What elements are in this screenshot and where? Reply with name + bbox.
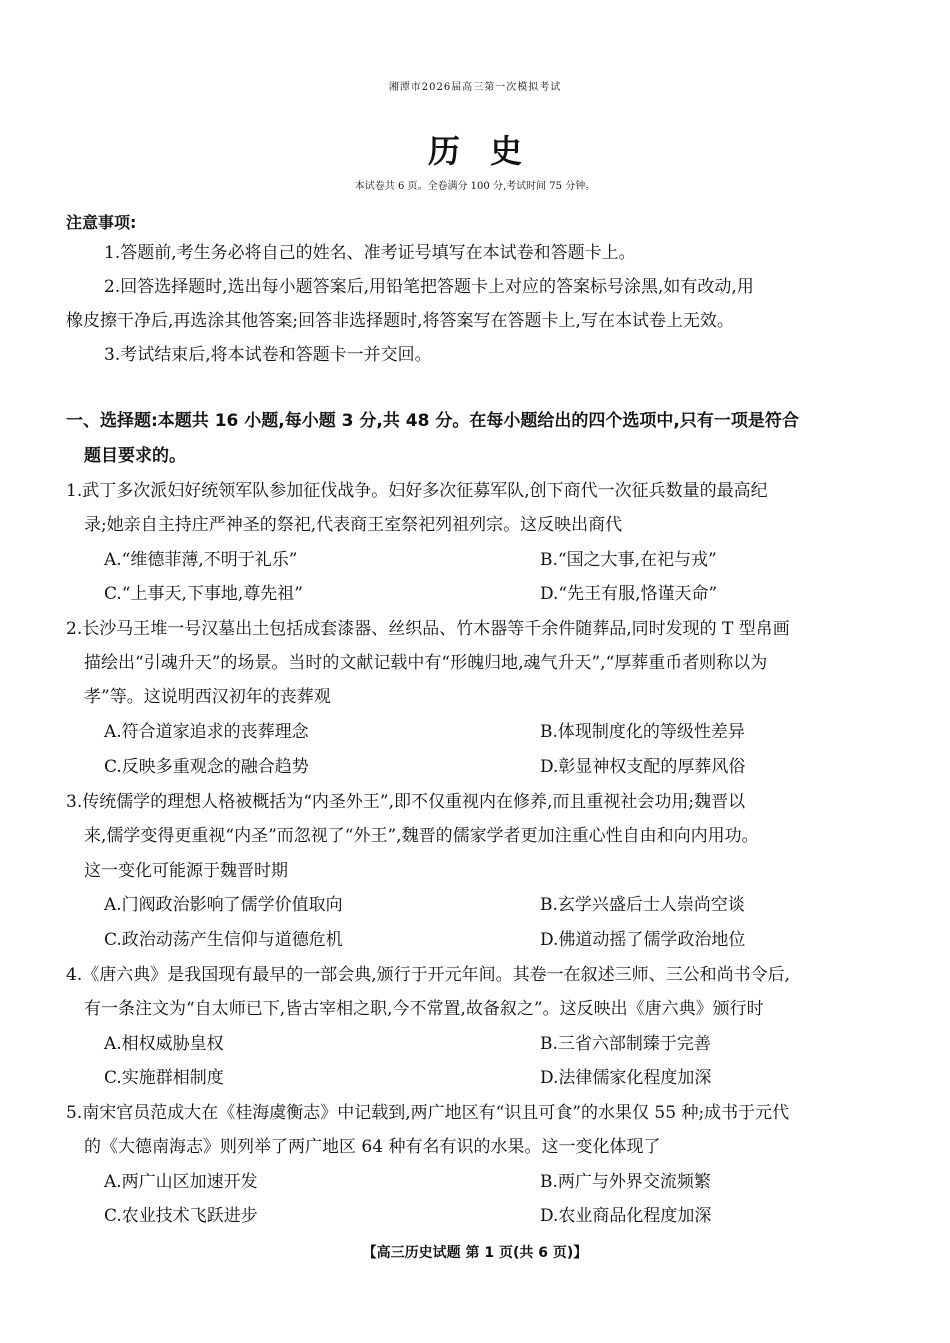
question-4-option-c: C.实施群相制度: [104, 1068, 224, 1088]
notice-line: 2.回答选择题时,选出每小题答案后,用铅笔把答题卡上对应的答案标号涂黑,如有改动,用: [104, 277, 754, 297]
subject-title: 历史: [427, 132, 552, 170]
question-3-stem: 这一变化可能源于魏晋时期: [84, 861, 288, 881]
question-2-option-d: D.彰显神权支配的厚葬风俗: [540, 757, 746, 777]
question-3-option-b: B.玄学兴盛后士人崇尚空谈: [540, 895, 745, 915]
notice-heading: 注意事项:: [66, 213, 137, 232]
notice-line: 3.考试结束后,将本试卷和答题卡一并交回。: [104, 345, 432, 365]
question-1-option-d: D.“先王有服,恪谨天命”: [540, 584, 718, 604]
notice-line: 橡皮擦干净后,再选涂其他答案;回答非选择题时,将答案写在答题卡上,写在本试卷上无效。: [66, 311, 734, 331]
question-3-option-a: A.门阀政治影响了儒学价值取向: [104, 895, 343, 915]
section-heading: 一、选择题:本题共 16 小题,每小题 3 分,共 48 分。在每小题给出的四个选项中,只有一项是符合: [66, 411, 799, 431]
question-2-option-b: B.体现制度化的等级性差异: [540, 722, 745, 742]
question-5-stem: 的《大德南海志》则列举了两广地区 64 种有名有识的水果。这一变化体现了: [84, 1137, 661, 1157]
question-3-stem: 3.传统儒学的理想人格被概括为“内圣外王”,即不仅重视内在修养,而且重视社会功用;魏晋以: [66, 792, 746, 812]
question-4-stem: 有一条注文为“自太师已下,皆古宰相之职,今不常置,故备叙之”。这反映出《唐六典》颁行时: [84, 999, 764, 1019]
question-1-option-c: C.“上事天,下事地,尊先祖”: [104, 584, 303, 604]
question-5-option-b: B.两广与外界交流频繁: [540, 1172, 711, 1192]
question-2-stem: 孝”等。这说明西汉初年的丧葬观: [84, 687, 331, 707]
question-4-option-a: A.相权威胁皇权: [104, 1034, 224, 1054]
question-1-stem: 录;她亲自主持庄严神圣的祭祀,代表商王室祭祀列祖列宗。这反映出商代: [84, 515, 623, 535]
exam-info: 本试卷共 6 页。全卷满分 100 分,考试时间 75 分钟。: [354, 181, 596, 192]
question-5-option-a: A.两广山区加速开发: [104, 1172, 258, 1192]
question-2-option-c: C.反映多重观念的融合趋势: [104, 757, 309, 777]
question-4-option-b: B.三省六部制臻于完善: [540, 1034, 711, 1054]
question-1-stem: 1.武丁多次派妇好统领军队参加征伐战争。妇好多次征募军队,创下商代一次征兵数量的最高纪: [66, 481, 768, 501]
exam-title: 湘潭市2026届高三第一次模拟考试: [388, 82, 562, 93]
question-1-option-a: A.“维德菲薄,不明于礼乐”: [104, 550, 298, 570]
question-4-stem: 4.《唐六典》是我国现有最早的一部会典,颁行于开元年间。其卷一在叙述三师、三公和尚书令后,: [66, 965, 791, 985]
question-5-option-d: D.农业商品化程度加深: [540, 1206, 712, 1226]
section-heading: 题目要求的。: [84, 446, 186, 466]
question-3-option-d: D.佛道动摇了儒学政治地位: [540, 930, 746, 950]
question-3-option-c: C.政治动荡产生信仰与道德危机: [104, 930, 343, 950]
question-2-stem: 2.长沙马王堆一号汉墓出土包括成套漆器、丝织品、竹木器等千余件随葬品,同时发现的 T 型帛画: [66, 619, 790, 639]
question-5-stem: 5.南宋官员范成大在《桂海虞衡志》中记载到,两广地区有“识且可食”的水果仅 55 种;成书于元代: [66, 1103, 790, 1123]
question-2-stem: 描绘出“引魂升天”的场景。当时的文献记载中有“形魄归地,魂气升天”,“厚葬重币者则称以为: [84, 653, 768, 673]
question-4-option-d: D.法律儒家化程度加深: [540, 1068, 712, 1088]
notice-line: 1.答题前,考生务必将自己的姓名、准考证号填写在本试卷和答题卡上。: [104, 243, 636, 263]
question-3-stem: 来,儒学变得更重视“内圣”而忽视了“外王”,魏晋的儒家学者更加注重心性自由和向内用功。: [84, 826, 759, 846]
question-2-option-a: A.符合道家追求的丧葬理念: [104, 722, 309, 742]
page-footer: 【高三历史试题 第 1 页(共 6 页)】: [362, 1245, 588, 1261]
question-1-option-b: B.“国之大事,在祀与戎”: [540, 550, 717, 570]
question-5-option-c: C.农业技术飞跃进步: [104, 1206, 258, 1226]
